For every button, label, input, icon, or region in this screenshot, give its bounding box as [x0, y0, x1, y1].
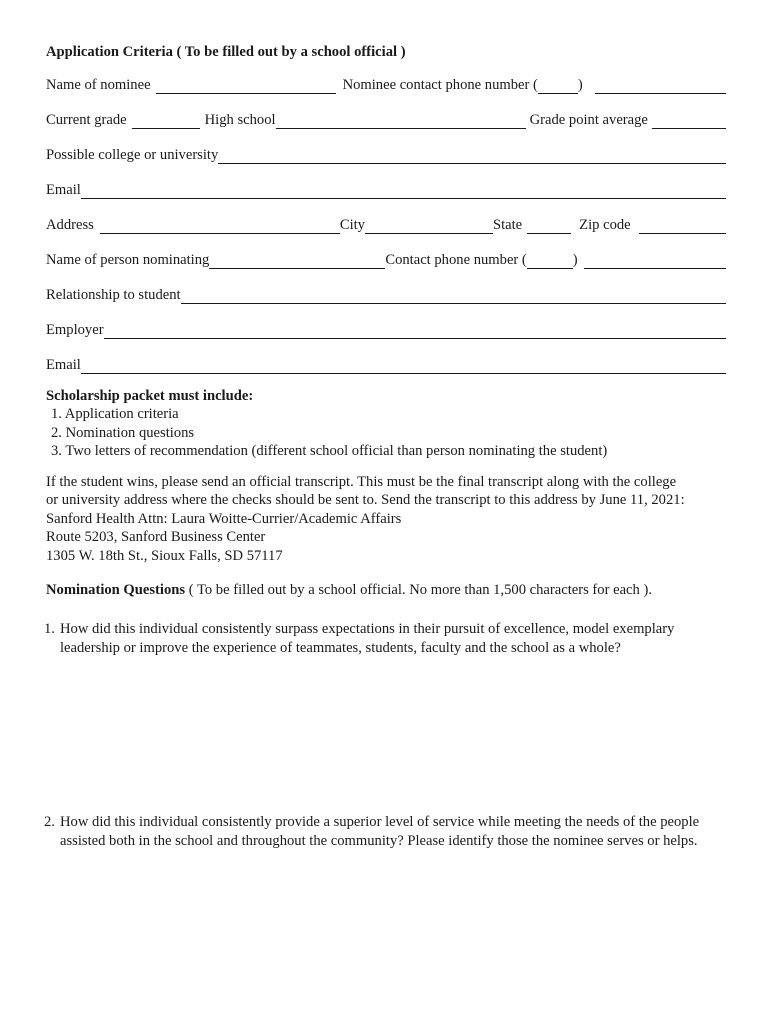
employer-row [46, 319, 726, 339]
transcript-line: If the student wins, please send an official transcript. This must be the final transcript along with the college [46, 474, 677, 490]
nominee-row [46, 74, 726, 94]
transcript-instructions [46, 473, 736, 565]
nominator-email-label: Email [46, 357, 81, 373]
answer-1-area[interactable] [46, 664, 726, 804]
high-school-label: High school [204, 112, 276, 128]
gpa-label: Grade point average [529, 112, 648, 128]
question-text: How did this individual consistently provide a superior level of service while meeting the needs of the people assisted both in the school and throughout the community? Please identify those the nominee serves or helps. [60, 814, 700, 849]
contact-area-code-field[interactable] [527, 253, 573, 269]
nominator-email-row [46, 354, 726, 374]
nominator-email-field[interactable] [81, 358, 726, 374]
mailing-address-line: 1305 W. 18th St., Sioux Falls, SD 57117 [46, 547, 283, 564]
zip-label: Zip code [579, 217, 631, 233]
address-row [46, 214, 726, 234]
packet-item: 2. Nomination questions [51, 424, 195, 441]
nominee-name-label: Name of nominee [46, 77, 151, 93]
transcript-line: or university address where the checks should be sent to. Send the transcript to this address by June 11, 2021: [46, 492, 685, 509]
gpa-field[interactable] [652, 113, 726, 129]
address-field[interactable] [100, 218, 340, 234]
packet-heading: Scholarship packet must include: [46, 388, 254, 404]
address-label: Address [46, 217, 94, 233]
mailing-address-line: Sanford Health Attn: Laura Woitte-Currier/Academic Affairs [46, 510, 402, 527]
nominee-name-field[interactable] [156, 78, 336, 94]
nomination-questions-subtitle: ( To be filled out by a school official. No more than 1,500 characters for each ). [185, 582, 652, 598]
college-label: Possible college or university [46, 147, 219, 163]
application-criteria-title: Application Criteria ( To be filled out by a school official ) [46, 44, 406, 60]
question-number: 2. [44, 814, 55, 830]
question-1 [44, 620, 734, 657]
school-row [46, 109, 726, 129]
city-label: City [339, 217, 365, 233]
college-field[interactable] [218, 148, 726, 164]
contact-phone-label: Contact phone number ( [385, 252, 527, 268]
current-grade-field[interactable] [132, 113, 200, 129]
nomination-questions-heading: Nomination Questions [46, 582, 186, 598]
question-number: 1. [44, 621, 55, 637]
nominee-email-row [46, 179, 726, 199]
nominee-email-field[interactable] [81, 183, 726, 199]
packet-item: 1. Application criteria [51, 406, 179, 423]
state-label: State [492, 217, 523, 233]
question-2 [44, 813, 734, 850]
state-field[interactable] [527, 218, 571, 234]
packet-item: 3. Two letters of recommendation (different school official than person nominating the student) [51, 443, 608, 460]
zip-field[interactable] [639, 218, 726, 234]
relationship-label: Relationship to student [46, 287, 181, 303]
nominee-paren-close: ) [577, 77, 583, 93]
college-row [46, 144, 726, 164]
employer-field[interactable] [104, 323, 726, 339]
nominator-label: Name of person nominating [46, 252, 210, 268]
mailing-address-line: Route 5203, Sanford Business Center [46, 529, 266, 546]
nominator-field[interactable] [209, 253, 385, 269]
relationship-field[interactable] [181, 288, 726, 304]
answer-2-area[interactable] [46, 858, 726, 1008]
nominator-row [46, 249, 726, 269]
nominee-phone-label: Nominee contact phone number ( [342, 77, 538, 93]
contact-phone-field[interactable] [584, 253, 726, 269]
nomination-questions-header [46, 581, 736, 599]
nominee-email-label: Email [46, 182, 81, 198]
employer-label: Employer [46, 322, 104, 338]
city-field[interactable] [365, 218, 493, 234]
packet-section [46, 387, 736, 461]
current-grade-label: Current grade [46, 112, 127, 128]
high-school-field[interactable] [276, 113, 526, 129]
relationship-row [46, 284, 726, 304]
nominee-phone-field[interactable] [595, 78, 726, 94]
question-text: How did this individual consistently surpass expectations in their pursuit of excellence, model exemplary leadership or improve the experience of teammates, students, faculty and the school as a whole? [60, 621, 675, 656]
nominee-area-code-field[interactable] [538, 78, 578, 94]
contact-paren-close: ) [572, 252, 578, 268]
